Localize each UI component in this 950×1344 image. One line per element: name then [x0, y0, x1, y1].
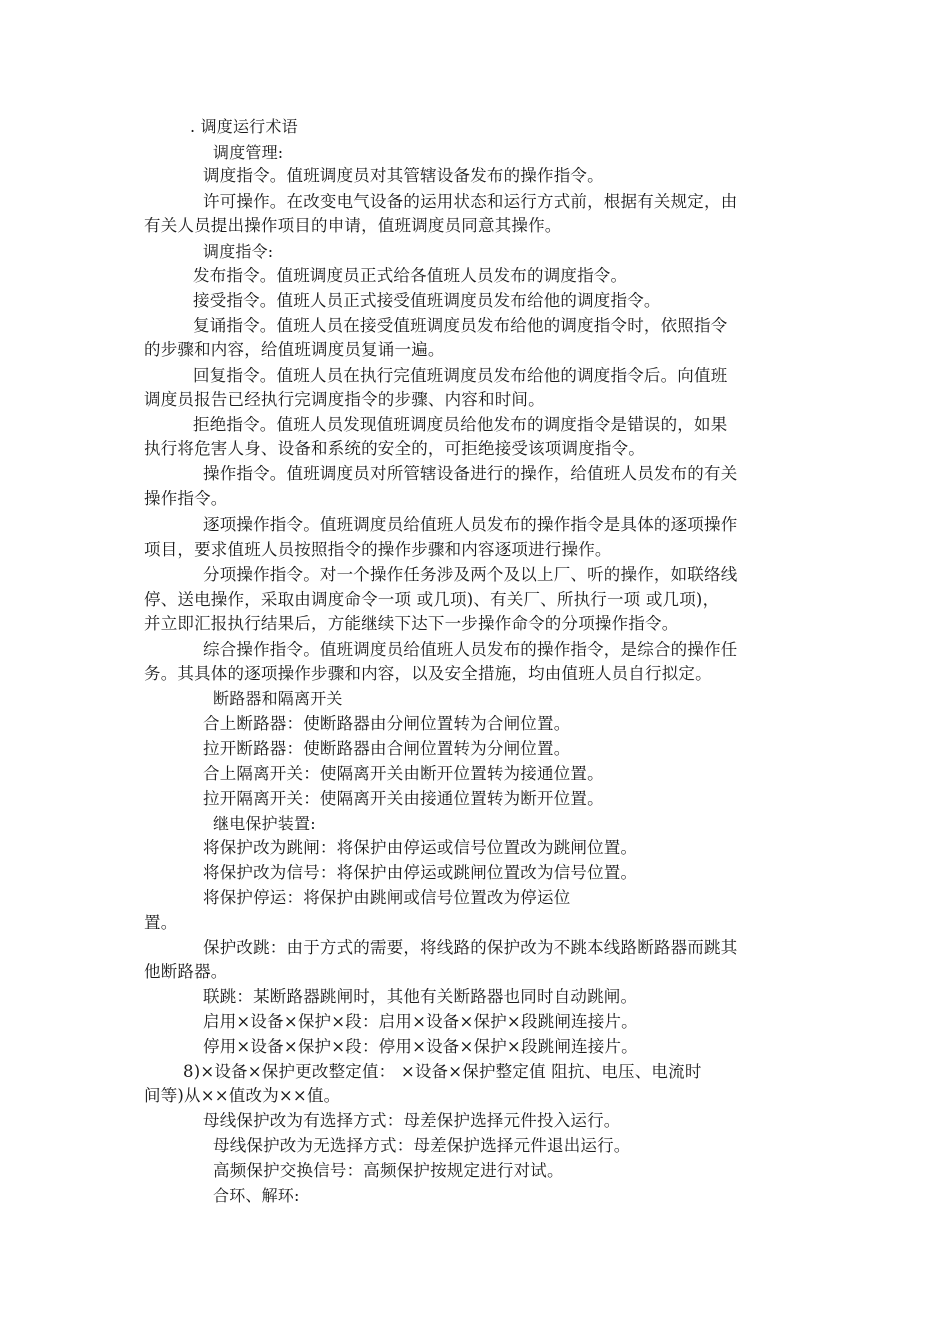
paragraph-line: 拉开断路器：使断路器由合闸位置转为分闸位置。 [203, 739, 571, 758]
paragraph-line: 置。 [144, 913, 178, 932]
paragraph-line: 综合操作指令。值班调度员给值班人员发布的操作指令，是综合的操作任 [203, 640, 738, 659]
paragraph-line: 执行将危害人身、设备和系统的安全的，可拒绝接受该项调度指令。 [144, 439, 645, 458]
paragraph-line: 的步骤和内容，给值班调度员复诵一遍。 [144, 340, 445, 359]
paragraph-line: 操作指令。 [144, 489, 228, 508]
paragraph-line: 合上隔离开关：使隔离开关由断开位置转为接通位置。 [203, 764, 604, 783]
paragraph-line: 将保护停运：将保护由跳闸或信号位置改为停运位 [203, 888, 571, 907]
subsection-heading: 调度管理: [213, 143, 284, 162]
paragraph-line: 停、送电操作，采取由调度命令一项 或几项)、有关厂、所执行一项 或几项)， [144, 590, 720, 609]
paragraph-line: 停用×设备×保护×段：停用×设备×保护×段跳闸连接片。 [203, 1037, 638, 1056]
paragraph-line: 母线保护改为无选择方式：母差保护选择元件退出运行。 [213, 1136, 631, 1155]
paragraph-line: 将保护改为信号：将保护由停运或跳闸位置改为信号位置。 [203, 863, 638, 882]
paragraph-line: 合上断路器：使断路器由分闸位置转为合闸位置。 [203, 714, 571, 733]
paragraph-line: 保护改跳：由于方式的需要，将线路的保护改为不跳本线路断路器而跳其 [203, 938, 738, 957]
paragraph-line: 逐项操作指令。值班调度员给值班人员发布的操作指令是具体的逐项操作 [203, 515, 738, 534]
paragraph-line: 拒绝指令。值班人员发现值班调度员给他发布的调度指令是错误的，如果 [193, 415, 728, 434]
subsection-heading: 合环、解环: [213, 1186, 300, 1205]
paragraph-line: 务。其具体的逐项操作步骤和内容，以及安全措施，均由值班人员自行拟定。 [144, 664, 712, 683]
paragraph-line: 分项操作指令。对一个操作任务涉及两个及以上厂、听的操作，如联络线 [203, 565, 738, 584]
paragraph-line: 启用×设备×保护×段：启用×设备×保护×段跳闸连接片。 [203, 1012, 638, 1031]
paragraph-line: 间等)从××值改为××值。 [144, 1086, 341, 1105]
section-title: . 调度运行术语 [190, 117, 298, 136]
subsection-heading: 断路器和隔离开关 [213, 689, 343, 708]
paragraph-line: 许可操作。在改变电气设备的运用状态和运行方式前，根据有关规定，由 [203, 192, 738, 211]
paragraph-line: 调度员报告已经执行完调度指令的步骤、内容和时间。 [144, 390, 545, 409]
paragraph-line: 拉开隔离开关：使隔离开关由接通位置转为断开位置。 [203, 789, 604, 808]
paragraph-line: 调度指令。值班调度员对其管辖设备发布的操作指令。 [203, 166, 604, 185]
paragraph-line: 操作指令。值班调度员对所管辖设备进行的操作，给值班人员发布的有关 [203, 464, 738, 483]
paragraph-line: 8)×设备×保护更改整定值： ×设备×保护整定值 阻抗、电压、电流时 [183, 1062, 702, 1081]
paragraph-line: 发布指令。值班调度员正式给各值班人员发布的调度指令。 [193, 266, 628, 285]
paragraph-line: 回复指令。值班人员在执行完值班调度员发布给他的调度指令后。向值班 [193, 366, 728, 385]
paragraph-line: 并立即汇报执行结果后，方能继续下达下一步操作命令的分项操作指令。 [144, 614, 679, 633]
subsection-heading: 调度指令: [203, 242, 274, 261]
paragraph-line: 母线保护改为有选择方式：母差保护选择元件投入运行。 [203, 1111, 621, 1130]
paragraph-line: 复诵指令。值班人员在接受值班调度员发布给他的调度指令时，依照指令 [193, 316, 728, 335]
subsection-heading: 继电保护装置: [213, 814, 316, 833]
paragraph-line: 接受指令。值班人员正式接受值班调度员发布给他的调度指令。 [193, 291, 661, 310]
paragraph-line: 有关人员提出操作项目的申请，值班调度员同意其操作。 [144, 216, 562, 235]
paragraph-line: 他断路器。 [144, 962, 228, 981]
paragraph-line: 高频保护交换信号：高频保护按规定进行对试。 [213, 1161, 564, 1180]
paragraph-line: 将保护改为跳闸：将保护由停运或信号位置改为跳闸位置。 [203, 838, 638, 857]
paragraph-line: 项目，要求值班人员按照指令的操作步骤和内容逐项进行操作。 [144, 540, 612, 559]
paragraph-line: 联跳：某断路器跳闸时，其他有关断路器也同时自动跳闸。 [203, 987, 638, 1006]
